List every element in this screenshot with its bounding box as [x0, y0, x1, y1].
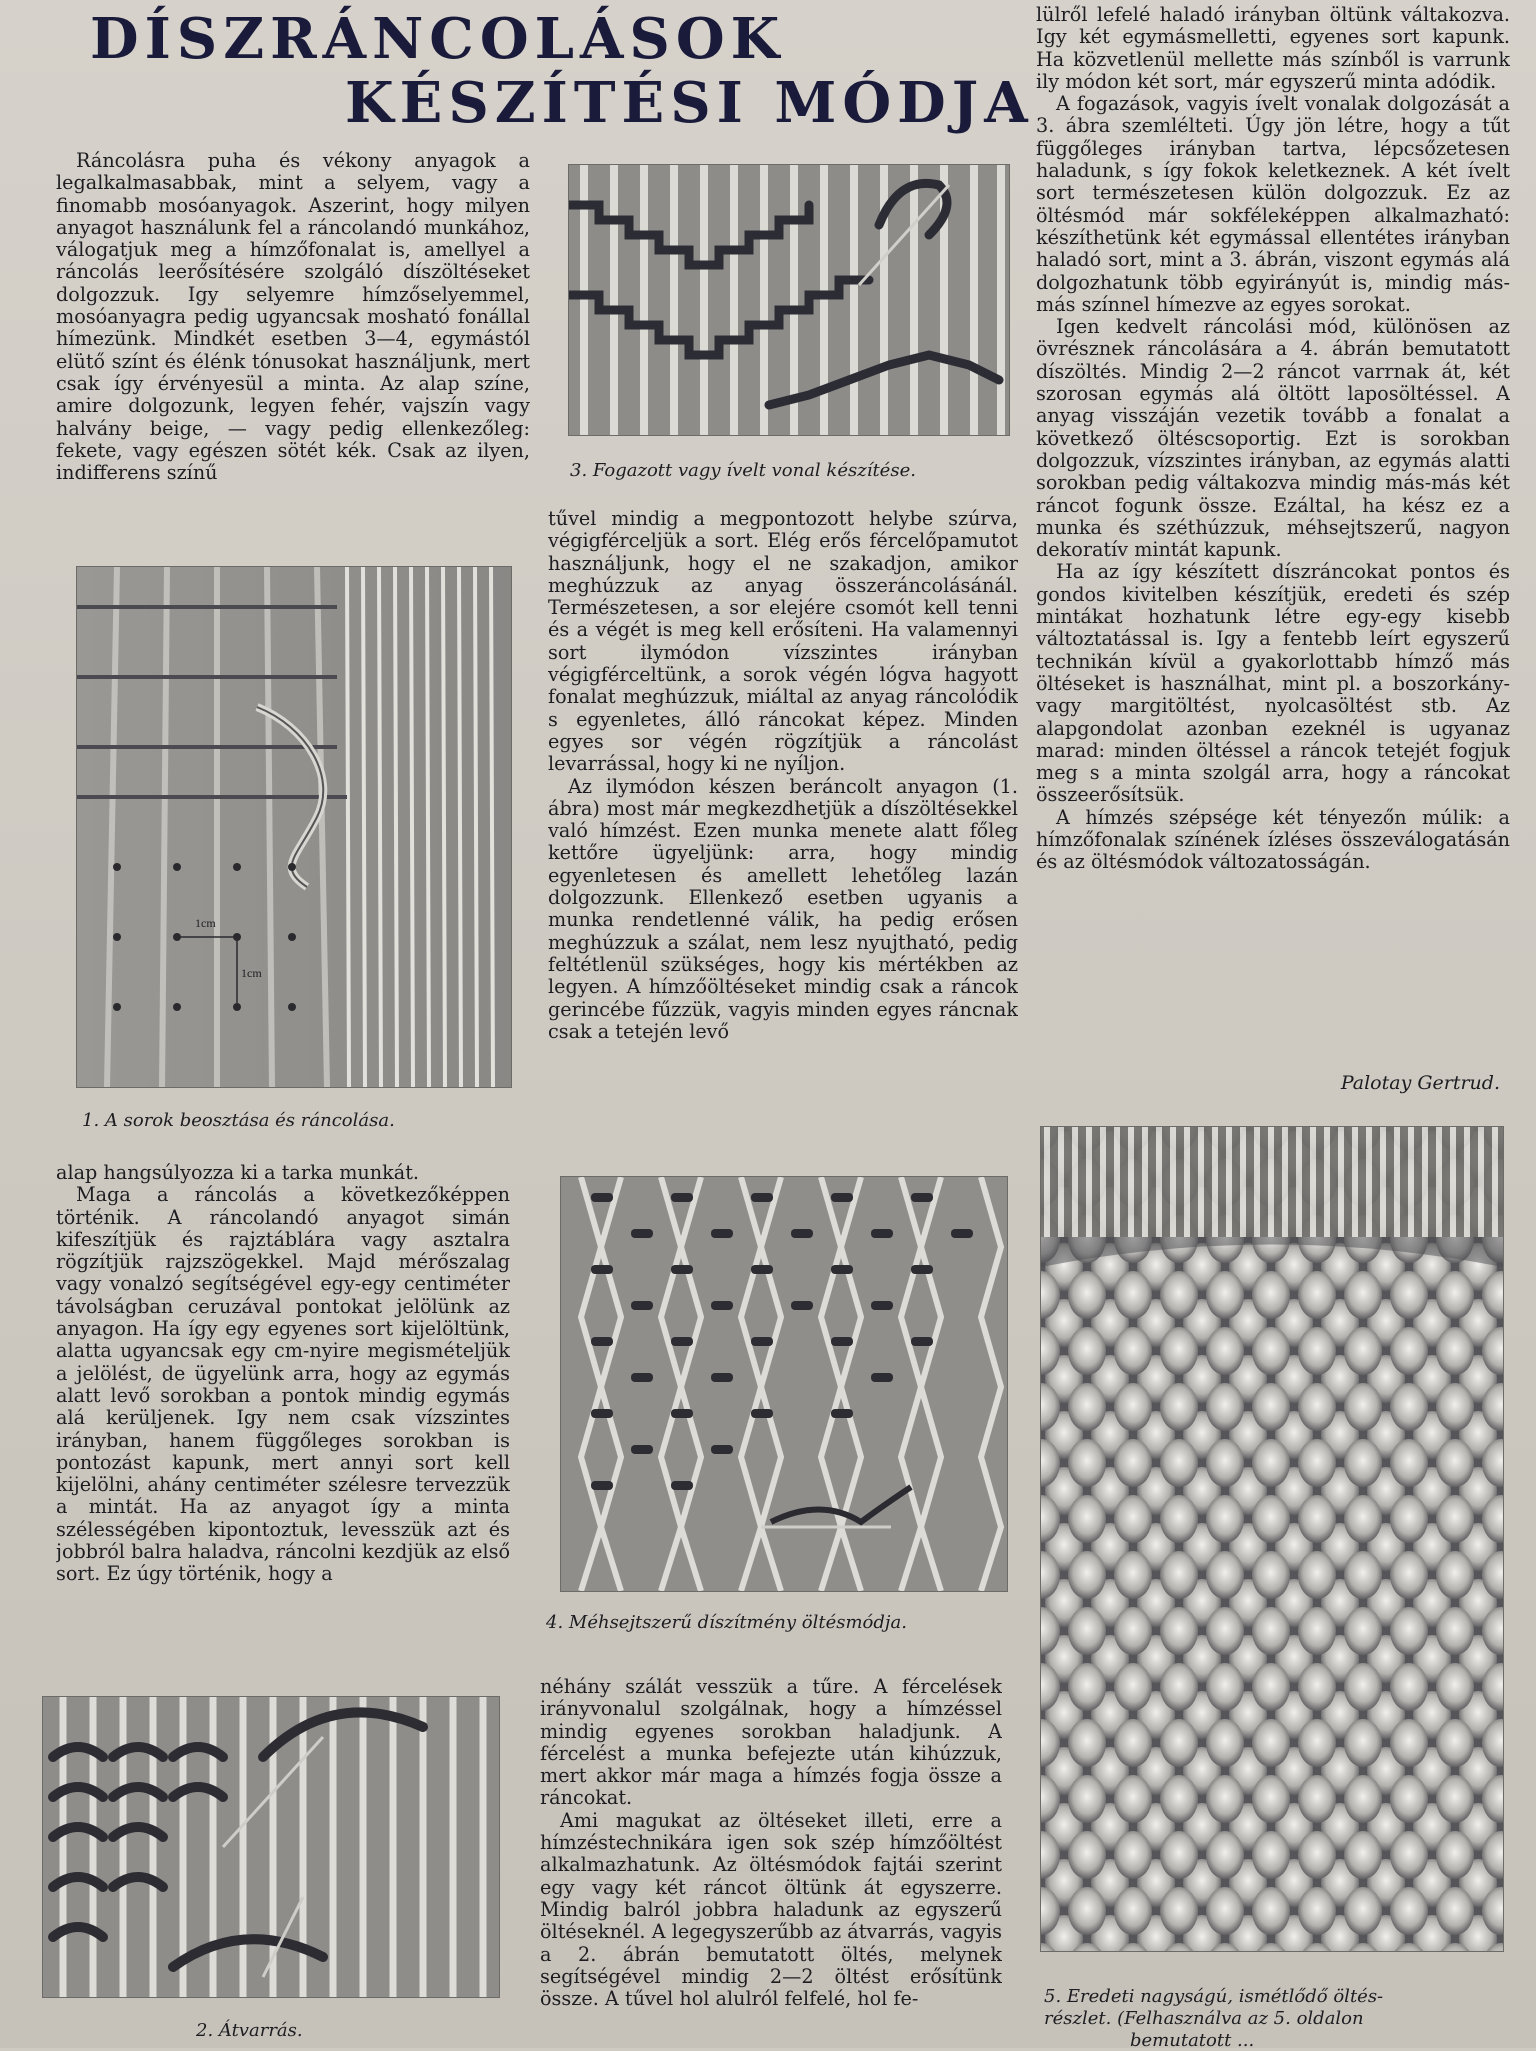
figure-4-photo: [560, 1176, 1008, 1592]
paragraph: Ráncolásra puha és vékony anyagok a legalkalmasabbak, mint a selyem, vagy a finomabb mosóanyagok. Aszerint, hogy milyen anyagot használunk fel a ráncolandó munkához, válogatjuk meg a hímzőfonalat is, amellyel a ráncolás leerősítésére szolgáló díszöltéseket dolgozzuk. Igy selyemre hímzőselyemmel, mosóanyagra pedig ugyancsak mosható fonállal hímezünk. Mindkét esetben 3—4, egymástól elütő színt és élénk tónusokat használjunk, mert csak így érvényesül a minta. Az alap színe, amire dolgozunk, legyen fehér, vajszín vagy halvány beige, — vagy pedig ellenkezőleg: fekete, vagy egészen sötét kék. Csak az ilyen, indifferens színű: [56, 150, 530, 485]
figure-3-caption: 3. Fogazott vagy ívelt vonal készítése.: [570, 460, 916, 481]
column3-text: [1036, 4, 1510, 1070]
paragraph: Maga a ráncolás a következőképpen történik. A ráncolandó anyagot simán kifeszítjük és rajztáblára vagy asztalra rögzítjük rajzszögekkel. Majd mérőszalag vagy vonalzó segítségével egy-egy centiméter távolságban ceruzával pontokat jelölünk az anyagon. Ha így egy egyenes sort kijelöltünk, alatta ugyancsak egy cm-nyire megismételjük a jelölést, de ügyelünk arra, hogy az egymás alatt levő sorokban a pontok mindig egymás alá kerüljenek. Igy nem csak vízszintes irányban, hanem függőleges sorokban is pontozást kapunk, mert annyi sort kell kijelölni, ahány centiméter szélesre tervezzük a mintát. Ha az anyagot így a minta szélességében kipontoztuk, levesszük azt és jobbról balra haladva, ráncolni kezdjük az első sort. Ez úgy történik, hogy a: [56, 1183, 510, 1586]
figure-5-caption-2: részlet. (Felhasználva az 5. oldalon: [1044, 2008, 1364, 2029]
column2-mid-text: [548, 508, 1018, 1142]
figure-1-photo: [76, 566, 512, 1088]
figure-5-caption-1: 5. Eredeti nagyságú, ismétlődő öltés-: [1044, 1986, 1384, 2007]
article-title-line2: KÉSZÍTÉSI MÓDJA: [345, 70, 1034, 136]
figure-1-caption: 1. A sorok beosztása és ráncolása.: [82, 1110, 395, 1131]
column1-mid-text: [56, 1162, 510, 1682]
author-signature: Palotay Gertrud.: [1340, 1072, 1500, 1094]
paragraph: Ami magukat az öltéseket illeti, erre a hímzéstechnikára igen sok szép hímzőöltést alkalmazhatunk. Az öltésmódok fajtái szerint egy vagy két ráncot öltünk át egyszerre. Mindig balról jobbra haladunk az egyszerű öltéseknél. A legegyszerűbb az átvarrás, vagyis a 2. ábrán bemutatott öltés, melynek segítségével mindig 2—2 öltést erősítünk össze. A tűvel hol alulról felfelé, hol fe-: [540, 1808, 1002, 2011]
paragraph: alap hangsúlyozza ki a tarka munkát.: [56, 1162, 419, 1184]
paragraph: Az ilymódon készen beráncolt anyagon (1. ábra) most már megkezdhetjük a díszöltésekkel való hímzést. Ezen munka menete alatt főleg kettőre ügyeljünk: arra, hogy mindig egyenletesen és amellett lehetőleg lazán dolgozzunk. Ellenkező esetben ugyanis a munka rendetlenné válik, ha pedig erősen meghúzzuk a szálat, nem lesz nyujtható, pedig feltétlenül szükséges, hogy kis mértékben az legyen. A hímzőöltéseket mindig csak a ráncok gerincébe fűzzük, vagyis minden egyes ráncnak csak a tetején levő: [548, 774, 1018, 1043]
figure-4-caption: 4. Méhsejtszerű díszítmény öltésmódja.: [546, 1612, 907, 1633]
paragraph: lülről lefelé haladó irányban öltünk váltakozva. Igy két egymásmelletti, egyenes sort kapunk. Ha közvetlenül mellette más színből is varrunk ily módon két sort, már egyszerű minta adódik.: [1036, 4, 1510, 93]
figure-2-photo: [42, 1696, 500, 1998]
figure-5-photo: [1040, 1126, 1504, 1952]
paragraph: A fogazások, vagyis ívelt vonalak dolgozását a 3. ábra szemlélteti. Úgy jön létre, hogy a tűt függőleges irányban tartva, lépcsőzetesen haladunk, s így fokok keletkeznek. A két ívelt sort természetesen külön dolgozzuk. Ez az öltésmód már sokféleképpen alkalmazható: készíthetünk két egymással ellentétes irányban haladó sort, mint a 3. ábrán, viszont egymás alá dolgozhatunk több egyirányút is, mindig más-más színnel hímezve az egyes sorokat.: [1036, 92, 1510, 316]
article-title-line1: DÍSZRÁNCOLÁSOK: [90, 6, 786, 72]
column2-bottom-text: [540, 1676, 1002, 2048]
figure-2-caption: 2. Átvarrás.: [196, 2020, 303, 2041]
paragraph: A hímzés szépsége két tényezőn múlik: a hímzőfonalak színének ízléses összeválogatásán és az öltésmódok változatosságán.: [1036, 805, 1510, 874]
paragraph: Igen kedvelt ráncolási mód, különösen az övrésznek ráncolására a 4. ábrán bemutatott díszöltés. Mindig 2—2 ráncot varrnak át, két szorosan egymás alá öltött laposöltéssel. A anyag visszáján vezetik tovább a fonalat a következő öltéscsoportig. Ezt is sorokban dolgozzuk, vízszintes irányban, az egymás alatti sorokban pedig váltakozva mindig más-más két ráncot fogunk össze. Ezáltal, ha kész ez a munka és széthúzzuk, méhsejtszerű, nagyon dekoratív mintát kapunk.: [1036, 315, 1510, 562]
paragraph: tűvel mindig a megpontozott helybe szúrva, végigférceljük a sort. Elég erős fércelőpamutot használjunk, hogy el ne szakadjon, amikor meghúzzuk az anyag összeráncolásánál. Természetesen, a sor elejére csomót kell tenni és a végét is meg kell erősíteni. Ha valamennyi sort ilymódon vízszintes irányban végigférceltünk, a sorok végén lógva hagyott fonalat meghúzzuk, miáltal az anyag ráncolódik s egyenletes, álló ráncokat képez. Minden egyes sor végén rögzítjük a ráncolást levarrással, hogy ki ne nyíljon.: [548, 508, 1018, 776]
paragraph: Ha az így készített díszráncokat pontos és gondos kivitelben készítjük, eredeti és szép mintákat hozhatunk létre egy-egy kisebb változtatással is. Igy a fentebb leírt egyszerű technikán kívül a gyakorlottabb hímző más öltéseket is használhat, mint pl. a boszorkány- vagy margitöltést, nyolcasöltést stb. Az alapgondolat azonban ezeknél is ugyanaz marad: minden öltéssel a ráncok tetejét fogjuk meg s a minta szolgál arra, hogy a ráncokat összeerősítsük.: [1036, 560, 1510, 807]
figure-5-caption-3: bemutatott ...: [1130, 2030, 1255, 2051]
fig1-label-h: 1cm: [195, 916, 216, 930]
fig1-label-v: 1cm: [241, 966, 262, 980]
column1-top-text: [56, 150, 530, 542]
paragraph: néhány szálát vesszük a tűre. A fércelések irányvonalul szolgálnak, hogy a hímzéssel mindig egyenes sorokban haladjunk. A fércelést a munka befejezte után kihúzzuk, mert akkor már maga a hímzés fogja össze a ráncokat.: [540, 1676, 1002, 1810]
figure-3-photo: [568, 164, 1010, 436]
